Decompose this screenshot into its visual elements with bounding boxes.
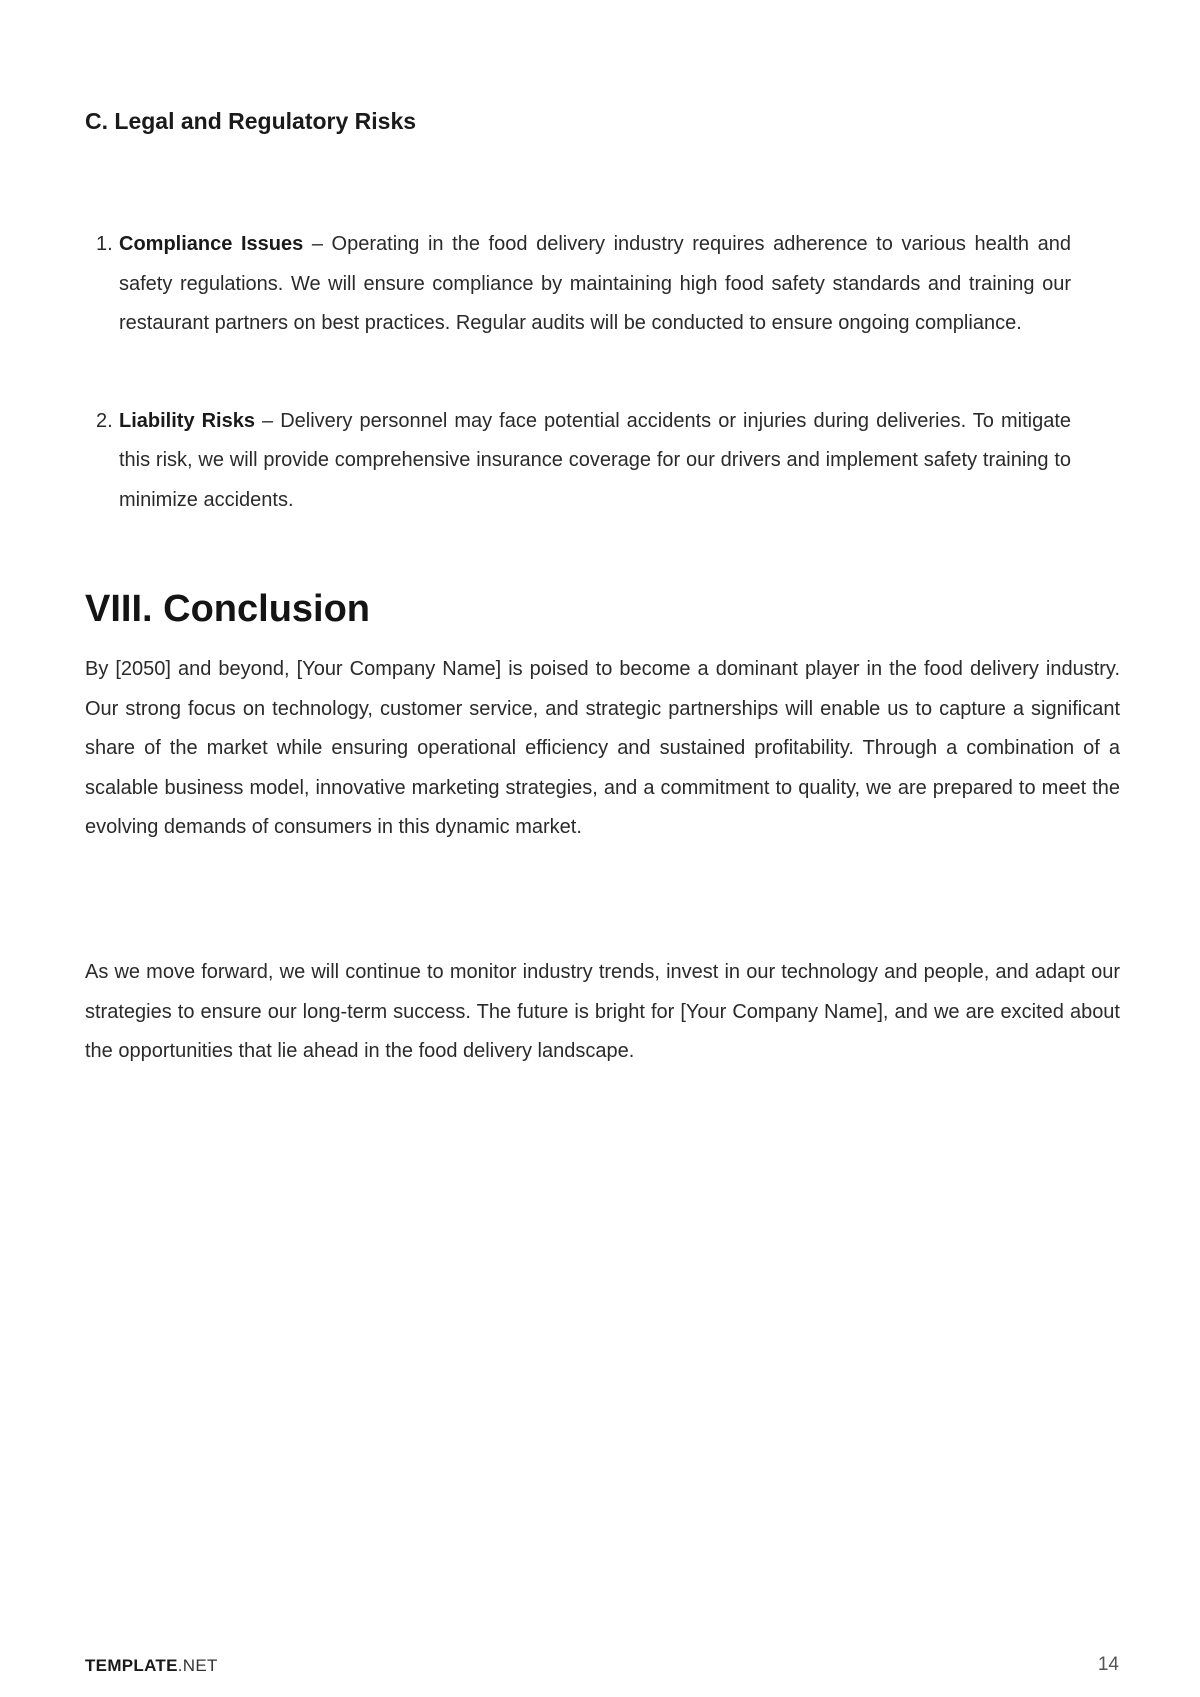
subsection-title: C. Legal and Regulatory Risks	[85, 108, 417, 134]
list-item	[85, 402, 1071, 521]
page-number: 14	[1097, 1654, 1119, 1675]
list-item	[85, 225, 1071, 344]
risk-list	[85, 225, 1071, 520]
conclusion-paragraph: As we move forward, we will continue to monitor industry trends, invest in our technology and people, and adapt our strategies to ensure our long-term success. The future is bright for [Your Company Name], and we are excited about the opportunities that lie ahead in the food delivery landscape.	[85, 961, 1120, 1062]
footer-brand-logo	[85, 1656, 218, 1676]
risk-name: Compliance Issues	[119, 233, 304, 255]
brand-name: TEMPLATE	[85, 1656, 178, 1675]
list-item-number: 2.	[96, 409, 113, 432]
risk-description: – Operating in the food delivery industry requires adherence to various health and safety regulations. We will ensure compliance by maintaining high food safety standards and training our restaurant partners on best practices. Regular audits will be conducted to ensure ongoing compliance.	[119, 233, 1071, 334]
risk-name: Liability Risks	[119, 409, 255, 432]
risk-description: – Delivery personnel may face potential accidents or injuries during deliveries. To mitigate this risk, we will provide comprehensive insurance coverage for our drivers and implement safety training to minimize accidents.	[119, 409, 1071, 511]
conclusion-paragraph: By [2050] and beyond, [Your Company Name] is poised to become a dominant player in the food delivery industry. Our strong focus on technology, customer service, and strategic partnerships will enable us to capture a significant share of the market while ensuring operational efficiency and sustained profitability. Through a combination of a scalable business model, innovative marketing strategies, and a commitment to quality, we are prepared to meet the evolving demands of consumers in this dynamic market.	[85, 658, 1120, 838]
section-title: VIII. Conclusion	[85, 588, 371, 630]
list-item-number: 1.	[96, 233, 113, 255]
brand-suffix: .NET	[177, 1656, 218, 1675]
